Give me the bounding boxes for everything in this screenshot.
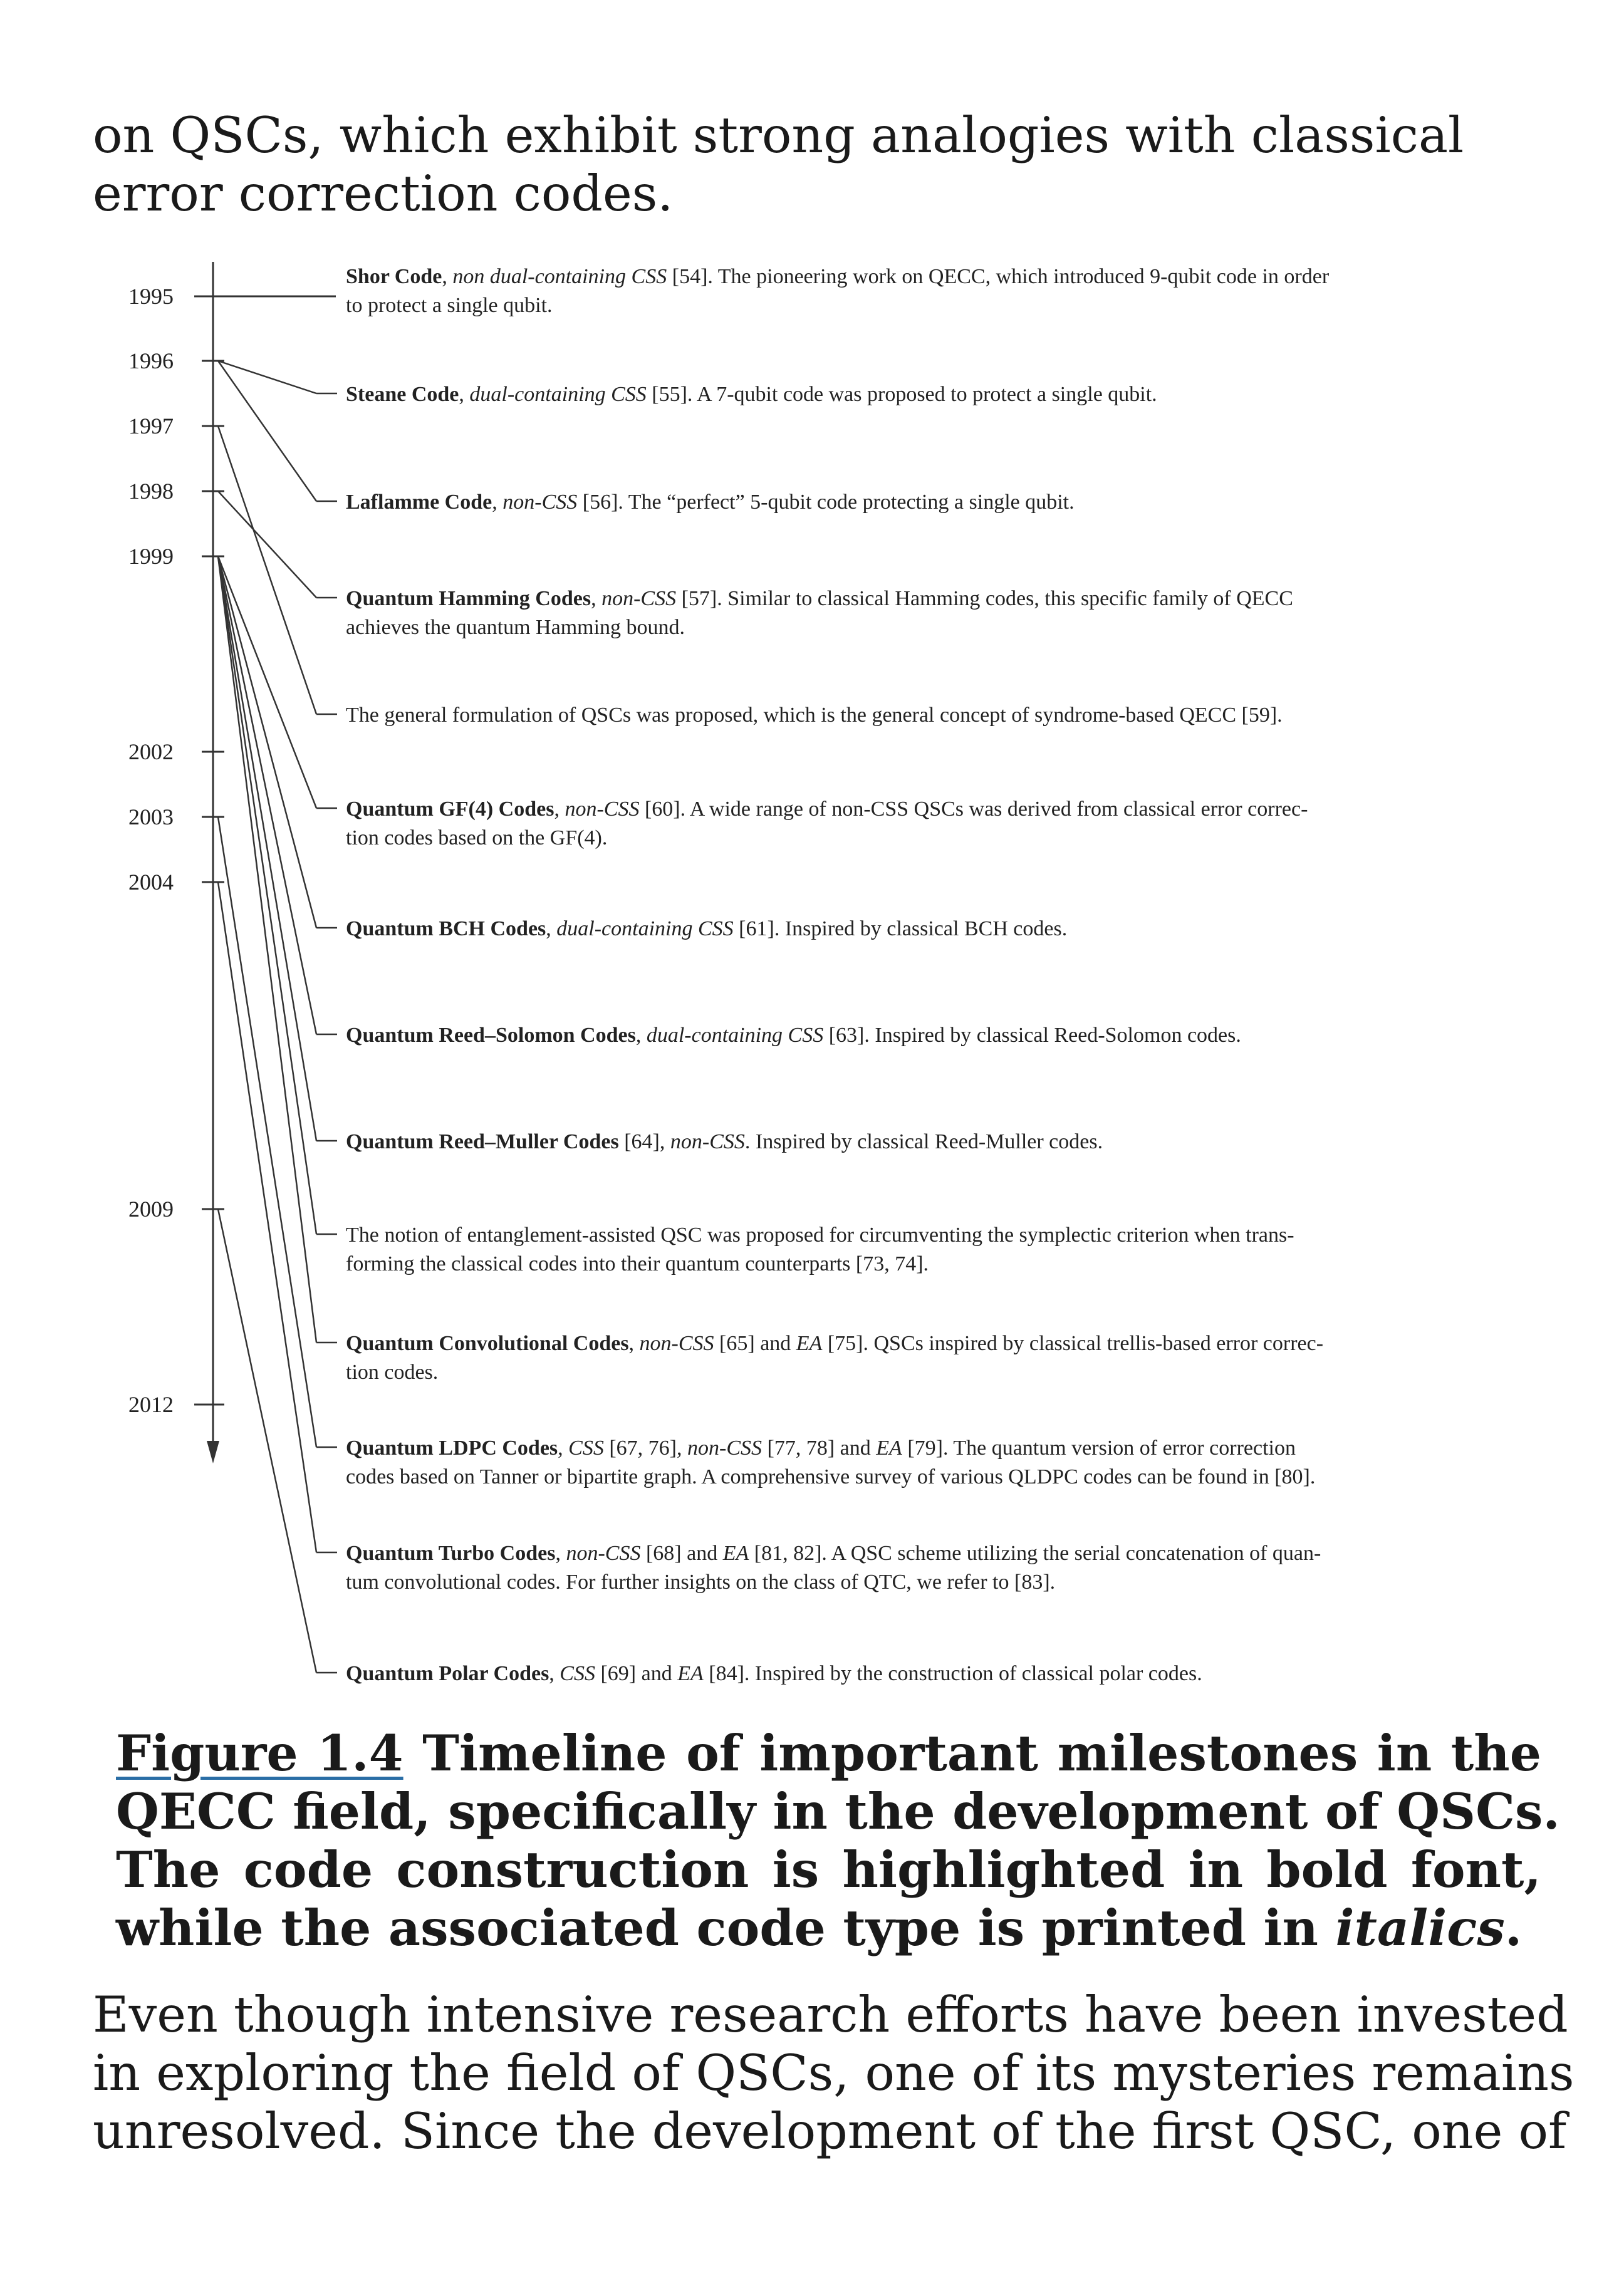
entry-text-line <box>346 294 553 317</box>
code-type: non-CSS <box>566 1542 641 1565</box>
entry-text: [60]. A wide range of non-CSS QSCs was derived from classical error correc- <box>639 797 1308 821</box>
arrow-down-icon <box>207 1441 219 1463</box>
entry-text: , <box>635 1024 647 1047</box>
timeline-entry <box>346 797 1308 849</box>
caption-text: Timeline of important milestones in the <box>422 1724 1541 1782</box>
body-line: Even though intensive research efforts have been invested <box>93 1986 1568 2044</box>
entry-text: , <box>459 383 470 406</box>
timeline-axis <box>207 262 219 1463</box>
entry-text: [65] and <box>714 1332 796 1355</box>
entry-text: , <box>591 587 602 610</box>
year-label: 2003 <box>128 804 174 829</box>
entry-text: to protect a single qubit. <box>346 294 553 317</box>
connector-line <box>218 491 316 598</box>
entry-text: [67, 76], <box>603 1436 688 1460</box>
entry-text-line <box>346 826 607 849</box>
connector-line <box>218 361 316 393</box>
year-label: 1998 <box>128 479 174 504</box>
code-name: Quantum Reed–Muller Codes <box>346 1130 619 1153</box>
code-name: Quantum Turbo Codes <box>346 1542 556 1565</box>
entry-text-line <box>346 1571 1055 1594</box>
caption-line <box>116 1899 1541 1957</box>
code-type: dual-containing CSS <box>469 383 647 406</box>
timeline-entries <box>346 265 1330 1685</box>
entry-text-line <box>346 917 1067 940</box>
entry-text-line <box>346 797 1308 821</box>
year-label: 1996 <box>128 348 174 373</box>
connector-line <box>218 882 316 1552</box>
year-label: 1997 <box>128 413 174 439</box>
timeline-entry <box>346 1223 1294 1275</box>
body-line: unresolved. Since the development of the first QSC, one of <box>93 2102 1567 2160</box>
caption-line: QECC field, specifically in the development of QSCs. <box>116 1782 1560 1841</box>
intro-line: error correction codes. <box>93 165 674 222</box>
entry-text: [84]. Inspired by the construction of classical polar codes. <box>703 1662 1202 1685</box>
connector-line <box>218 556 316 1034</box>
entry-text-line <box>346 265 1330 288</box>
entry-text: [61]. Inspired by classical BCH codes. <box>733 917 1068 940</box>
entry-text: . Inspired by classical Reed-Muller codes. <box>744 1130 1103 1153</box>
entry-text-line <box>346 1436 1296 1460</box>
entry-text: The notion of entanglement-assisted QSC was proposed for circumventing the symplectic criterion when trans- <box>346 1223 1294 1247</box>
entry-text-line <box>346 1332 1323 1355</box>
entry-text-line <box>346 1252 929 1275</box>
code-type: non-CSS <box>565 797 640 821</box>
entry-text: achieves the quantum Hamming bound. <box>346 616 685 639</box>
year-label: 1999 <box>128 544 174 569</box>
timeline-entry <box>346 265 1330 317</box>
timeline-entry <box>346 587 1293 639</box>
entry-text: , <box>549 1662 560 1685</box>
entry-text: [54]. The pioneering work on QECC, which introduced 9-qubit code in order <box>667 265 1330 288</box>
entry-text-line <box>346 616 685 639</box>
timeline-entry <box>346 1436 1315 1488</box>
entry-text: [81, 82]. A QSC scheme utilizing the serial concatenation of quan- <box>749 1542 1321 1565</box>
code-name: Quantum Reed–Solomon Codes <box>346 1024 636 1047</box>
entry-text: [75]. QSCs inspired by classical trellis-based error correc- <box>822 1332 1324 1355</box>
timeline-entry <box>346 383 1157 406</box>
caption-italic-text: italics <box>1335 1899 1505 1957</box>
entry-text: [56]. The “perfect” 5-qubit code protecting a single qubit. <box>577 491 1075 514</box>
timeline-entry <box>346 1542 1321 1594</box>
entry-text-line <box>346 1223 1294 1247</box>
caption-line: The code construction is highlighted in bold font, <box>116 1841 1541 1899</box>
code-type: non-CSS <box>639 1332 714 1355</box>
entry-text: tion codes. <box>346 1361 439 1384</box>
entry-text: [57]. Similar to classical Hamming codes, this specific family of QECC <box>676 587 1293 610</box>
entry-text: [69] and <box>595 1662 678 1685</box>
entry-text: , <box>554 797 565 821</box>
timeline-connectors <box>213 296 337 1673</box>
code-type: dual-containing CSS <box>556 917 734 940</box>
code-type: non-CSS <box>687 1436 763 1460</box>
intro-line: on QSCs, which exhibit strong analogies with classical <box>93 106 1464 164</box>
entry-text: [77, 78] and <box>762 1436 877 1460</box>
code-type: non-CSS <box>601 587 677 610</box>
entry-text-line <box>346 1542 1321 1565</box>
figure-reference-link[interactable]: Figure 1.4 <box>116 1724 403 1782</box>
timeline-entry <box>346 1332 1323 1384</box>
code-type: EA <box>876 1436 902 1460</box>
body-line: in exploring the field of QSCs, one of its mysteries remains <box>93 2044 1575 2102</box>
connector-line <box>218 1209 316 1673</box>
connector-line <box>218 556 316 808</box>
entry-text: , <box>546 917 557 940</box>
entry-text-line <box>346 1662 1202 1685</box>
year-label: 2004 <box>128 870 174 895</box>
timeline-entry <box>346 1024 1241 1047</box>
entry-text-line <box>346 383 1157 406</box>
entry-text-line <box>346 1361 438 1384</box>
entry-text: , <box>558 1436 569 1460</box>
code-type: CSS <box>560 1662 595 1685</box>
connector-line <box>218 556 316 1343</box>
year-label: 1995 <box>128 284 174 309</box>
entry-text: , <box>492 491 503 514</box>
code-name: Quantum Convolutional Codes <box>346 1332 629 1355</box>
entry-text: [55]. A 7-qubit code was proposed to protect a single qubit. <box>646 383 1157 406</box>
entry-text: [63]. Inspired by classical Reed-Solomon codes. <box>823 1024 1241 1047</box>
entry-text-line <box>346 704 1283 727</box>
caption-text: while the associated code type is printed in <box>116 1899 1336 1957</box>
code-type: non dual-containing CSS <box>452 265 667 288</box>
entry-text: [64], <box>618 1130 670 1153</box>
body-paragraph <box>93 1986 1575 2161</box>
timeline-entry <box>346 917 1067 940</box>
code-type: EA <box>722 1542 749 1565</box>
entry-text: codes based on Tanner or bipartite graph. A comprehensive survey of various QLDPC codes can be found in [80]. <box>346 1465 1316 1488</box>
code-name: Shor Code <box>346 265 442 288</box>
connector-line <box>218 361 316 501</box>
code-name: Quantum Polar Codes <box>346 1662 549 1685</box>
entry-text: The general formulation of QSCs was proposed, which is the general concept of syndrome-based QECC [59]. <box>346 704 1283 727</box>
entry-text: , <box>628 1332 640 1355</box>
entry-text: forming the classical codes into their quantum counterparts [73, 74]. <box>346 1252 929 1275</box>
code-name: Quantum Hamming Codes <box>346 587 591 610</box>
caption-line <box>116 1724 1541 1782</box>
code-type: CSS <box>568 1436 604 1460</box>
code-type: dual-containing CSS <box>646 1024 824 1047</box>
entry-text-line <box>346 1130 1103 1153</box>
code-name: Quantum GF(4) Codes <box>346 797 554 821</box>
entry-text: [68] and <box>640 1542 723 1565</box>
connector-line <box>218 556 316 1141</box>
entry-text: [79]. The quantum version of error correction <box>902 1436 1296 1460</box>
code-type: EA <box>677 1662 704 1685</box>
entry-text-line <box>346 1465 1315 1488</box>
entry-text: tum convolutional codes. For further insights on the class of QTC, we refer to [83]. <box>346 1571 1056 1594</box>
year-label: 2009 <box>128 1197 174 1222</box>
entry-text: , <box>555 1542 566 1565</box>
entry-text-line <box>346 491 1075 514</box>
code-name: Quantum BCH Codes <box>346 917 546 940</box>
code-name: Laflamme Code <box>346 491 492 514</box>
timeline-entry <box>346 704 1283 727</box>
entry-text: tion codes based on the GF(4). <box>346 826 608 849</box>
code-type: non-CSS <box>670 1130 745 1153</box>
timeline-entry <box>346 1130 1103 1153</box>
timeline-entry <box>346 1662 1202 1685</box>
timeline-entry <box>346 491 1075 514</box>
connector-line <box>218 556 316 928</box>
year-label: 2002 <box>128 739 174 764</box>
code-name: Steane Code <box>346 383 459 406</box>
entry-text-line <box>346 1024 1241 1047</box>
year-label: 2012 <box>128 1392 174 1417</box>
code-type: non-CSS <box>502 491 578 514</box>
entry-text: , <box>442 265 453 288</box>
caption-text: . <box>1504 1899 1522 1957</box>
figure-caption <box>116 1724 1560 1957</box>
timeline-years <box>128 284 224 1417</box>
code-name: Quantum LDPC Codes <box>346 1436 558 1460</box>
code-type: EA <box>796 1332 823 1355</box>
entry-text-line <box>346 587 1293 610</box>
